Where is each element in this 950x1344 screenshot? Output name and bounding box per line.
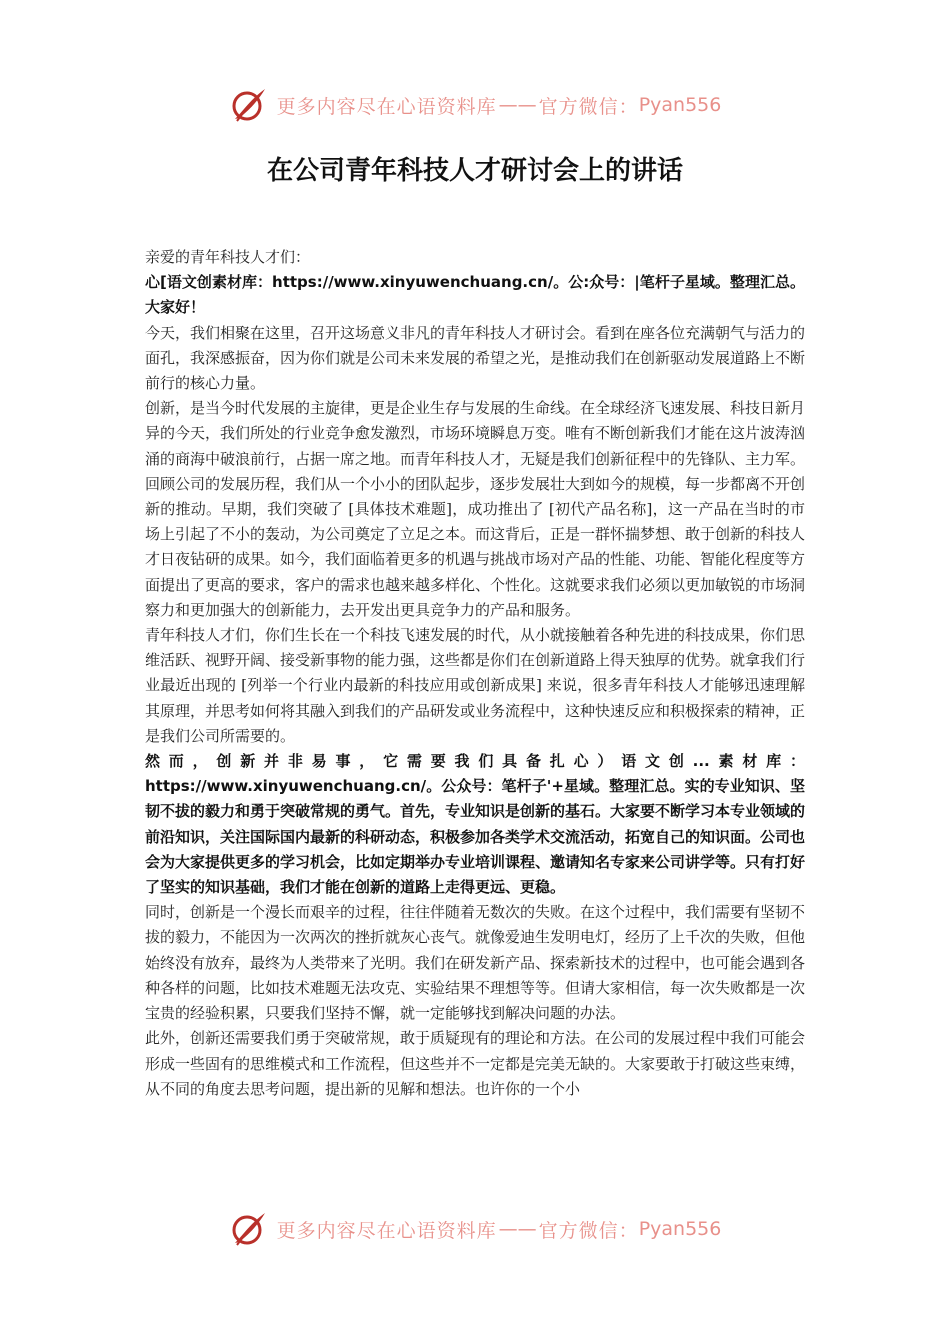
paragraph-bold: 然而，创新并非易事，它需要我们具备扎心）语文创...素材库：https://www.xinyuwenchuang.cn/。公众号：笔杆子'+星域。整理汇总。实的专业知识、坚韧不拔的毅力和勇于突破常规的勇气。首先，专业知识是创新的基石。大家要不断学习本专业领域的前沿知识，关注国际国内最新的科研动态，积极参加各类学术交流活动，拓宽自己的知识面。公司也会为大家提供更多的学习机会，比如定期举办专业培训课程、邀请知名专家来公司讲学等。只有打好了坚实的知识基础，我们才能在创新的道路上走得更远、更稳。 <box>145 752 806 897</box>
banner-wechat-id: Pyan556 <box>638 1218 722 1240</box>
banner-slogan: 更多内容尽在心语资料库 <box>276 1219 497 1242</box>
paragraph: 同时，创新是一个漫长而艰辛的过程，往往伴随着无数次的失败。在这个过程中，我们需要有坚韧不拔的毅力，不能因为一次两次的挫折就灰心丧气。就像爱迪生发明电灯，经历了上千次的失败，但他始终没有放弃，最终为人类带来了光明。我们在研发新产品、探索新技术的过程中，也可能会遇到各种各样的问题，比如技术难题无法攻克、实验结果不理想等等。但请大家相信，每一次失败都是一次宝贵的经验积累，只要我们坚持不懈，就一定能够找到解决问题的办法。 <box>145 903 806 1023</box>
document-body <box>145 245 805 1102</box>
footer-banner <box>0 1204 950 1254</box>
paragraph: 青年科技人才们，你们生长在一个科技飞速发展的时代，从小就接触着各种先进的科技成果，你们思维活跃、视野开阔、接受新事物的能力强，这些都是你们在创新道路上得天独厚的优势。就拿我们行业最近出现的 [列举一个行业内最新的科技应用或创新成果] 来说，很多青年科技人才能够迅速理解其原理，并思考如何将其融入到我们的产品研发或业务流程中，这种快速反应和积极探索的精神，正是我们公司所需要的。 <box>145 626 806 745</box>
paragraph-watermark-notice: 心[语文创素材库：https://www.xinyuwenchuang.cn/。公:众号：|笔杆子星域。整理汇总。大家好！ <box>145 273 805 317</box>
banner-slogan: 更多内容尽在心语资料库 <box>276 95 497 118</box>
banner-dash: —— <box>498 1218 537 1240</box>
paragraph: 回顾公司的发展历程，我们从一个小小的团队起步，逐步发展壮大到如今的规模，每一步都离不开创新的推动。早期，我们突破了 [具体技术难题]，成功推出了 [初代产品名称]，这一产品在当时的市场上引起了不小的轰动，为公司奠定了立足之本。而这背后，正是一群怀揣梦想、敢于创新的科技人才日夜钻研的成果。如今，我们面临着更多的机遇与挑战市场对产品的性能、功能、智能化程度等方面提出了更高的要求，客户的需求也越来越多样化、个性化。这就要求我们必须以更加敏锐的市场洞察力和更加强大的创新能力，去开发出更具竞争力的产品和服务。 <box>145 474 806 619</box>
paragraph: 此外，创新还需要我们勇于突破常规，敢于质疑现有的理论和方法。在公司的发展过程中我们可能会形成一些固有的思维模式和工作流程，但这些并不一定都是完美无缺的。大家要敢于打破这些束缚，从不同的角度去思考问题，提出新的见解和想法。也许你的一个小 <box>145 1029 806 1098</box>
header-banner <box>0 80 950 130</box>
quill-pen-logo-icon <box>229 85 269 125</box>
quill-pen-logo-icon <box>229 1209 269 1249</box>
paragraph: 创新，是当今时代发展的主旋律，更是企业生存与发展的生命线。在全球经济飞速发展、科技日新月异的今天，我们所处的行业竞争愈发激烈，市场环境瞬息万变。唯有不断创新我们才能在这片波涛汹涌的商海中破浪前行，占据一席之地。而青年科技人才，无疑是我们创新征程中的先锋队、主力军。 <box>145 399 806 468</box>
paragraph: 今天，我们相聚在这里，召开这场意义非凡的青年科技人才研讨会。看到在座各位充满朝气与活力的面孔，我深感振奋，因为你们就是公司未来发展的希望之光，是推动我们在创新驱动发展道路上不断前行的核心力量。 <box>145 323 806 393</box>
banner-wechat-label: 官方微信： <box>538 95 639 118</box>
banner-wechat-label: 官方微信： <box>538 1219 639 1242</box>
paragraph-greeting: 亲爱的青年科技人才们： <box>145 248 311 266</box>
document-title: 在公司青年科技人才研讨会上的讲话 <box>266 156 683 186</box>
banner-wechat-id: Pyan556 <box>638 94 722 116</box>
banner-dash: —— <box>498 94 537 116</box>
